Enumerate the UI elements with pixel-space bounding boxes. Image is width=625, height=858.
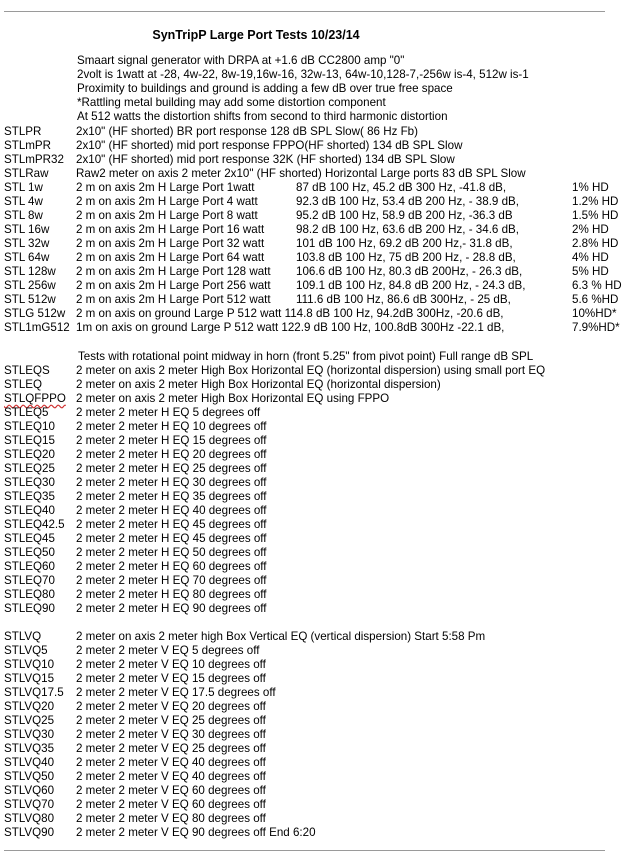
test-code: STLEQ5 [4, 406, 49, 419]
harmonic-distortion: 5.6 %HD [572, 293, 619, 306]
test-code: STL 4w [4, 195, 43, 208]
intro-line: At 512 watts the distortion shifts from second to third harmonic distortion [77, 110, 448, 123]
test-code: STLEQ45 [4, 532, 55, 545]
top-rule [4, 11, 605, 12]
test-description: 2x10" (HF shorted) mid port response 32K (HF shorted) 134 dB SPL Slow [76, 153, 455, 166]
measurement: 92.3 dB 100 Hz, 53.4 dB 200 Hz, - 38.9 dB, [296, 195, 519, 208]
test-description: Raw2 meter on axis 2 meter 2x10" (HF shorted) Horizontal Large ports 83 dB SPL Slow [76, 167, 526, 180]
measurement: 101 dB 100 Hz, 69.2 dB 200 Hz,- 31.8 dB, [296, 237, 513, 250]
test-description: 2 meter 2 meter H EQ 90 degrees off [76, 602, 267, 615]
harmonic-distortion: 1.2% HD [572, 195, 619, 208]
test-code: STLRaw [4, 167, 49, 180]
test-description: 2 meter 2 meter H EQ 80 degrees off [76, 588, 267, 601]
test-description: 2 meter 2 meter H EQ 45 degrees off [76, 532, 267, 545]
harmonic-distortion: 10%HD* [572, 307, 617, 320]
test-description: 2 meter on axis 2 meter High Box Horizontal EQ (horizontal dispersion) [76, 378, 441, 391]
test-description: 2 meter on axis 2 meter High Box Horizontal EQ (horizontal dispersion) using small port EQ [76, 364, 546, 377]
test-description: 2 meter 2 meter V EQ 90 degrees off End 6:20 [76, 826, 316, 839]
measurement: 111.6 dB 100 Hz, 86.6 dB 300Hz, - 25 dB, [296, 293, 511, 306]
test-description: 2 m on axis 2m H Large Port 256 watt [76, 279, 271, 292]
test-code: STLmPR32 [4, 153, 64, 166]
harmonic-distortion: 1% HD [572, 181, 609, 194]
test-description: 2 m on axis 2m H Large Port 512 watt [76, 293, 271, 306]
harmonic-distortion: 5% HD [572, 265, 609, 278]
test-description: 2 meter 2 meter V EQ 60 degrees off [76, 798, 266, 811]
page-title: SynTripP Large Port Tests 10/23/14 [152, 28, 360, 42]
test-description: 2 meter 2 meter H EQ 50 degrees off [76, 546, 267, 559]
test-description: 2 meter 2 meter H EQ 35 degrees off [76, 490, 267, 503]
test-code: STLEQ90 [4, 602, 55, 615]
test-code: STL 1w [4, 181, 43, 194]
test-code: STLEQ15 [4, 434, 55, 447]
test-description: 2 m on axis 2m H Large Port 4 watt [76, 195, 258, 208]
test-code: STL 16w [4, 223, 50, 236]
test-description: 2 meter 2 meter V EQ 40 degrees off [76, 770, 266, 783]
measurement: 109.1 dB 100 Hz, 84.8 dB 200 Hz, - 24.3 dB, [296, 279, 526, 292]
test-code: STLEQ80 [4, 588, 55, 601]
test-description: 1m on axis on ground Large P 512 watt 122.9 dB 100 Hz, 100.8dB 300Hz -22.1 dB, [76, 321, 505, 334]
test-code: STLEQ [4, 378, 43, 391]
test-description: 2 meter 2 meter V EQ 25 degrees off [76, 742, 266, 755]
test-code: STLEQ10 [4, 420, 55, 433]
intro-line: 2volt is 1watt at -28, 4w-22, 8w-19,16w-16, 32w-13, 64w-10,128-7,-256w is-4, 512w is-1 [77, 68, 529, 81]
test-description: 2 m on axis 2m H Large Port 128 watt [76, 265, 271, 278]
test-description: 2 meter 2 meter V EQ 30 degrees off [76, 728, 266, 741]
test-description: 2 m on axis 2m H Large Port 8 watt [76, 209, 258, 222]
test-description: 2 meter on axis 2 meter High Box Horizontal EQ using FPPO [76, 392, 390, 405]
harmonic-distortion: 6.3 % HD [572, 279, 622, 292]
measurement: 106.6 dB 100 Hz, 80.3 dB 200Hz, - 26.3 dB, [296, 265, 523, 278]
test-code: STLEQ25 [4, 462, 55, 475]
test-code: STLVQ17.5 [4, 686, 64, 699]
test-code: STLG 512w [4, 307, 66, 320]
test-description: 2 meter 2 meter V EQ 10 degrees off [76, 658, 266, 671]
test-description: 2 meter 2 meter V EQ 17.5 degrees off [76, 686, 276, 699]
test-code: STL 8w [4, 209, 43, 222]
test-code: STL 512w [4, 293, 56, 306]
test-code: STLEQ20 [4, 448, 55, 461]
test-code: STL 128w [4, 265, 56, 278]
test-code: STLVQ20 [4, 700, 55, 713]
test-code: STLEQ50 [4, 546, 55, 559]
test-description: 2 meter 2 meter H EQ 20 degrees off [76, 448, 267, 461]
test-code: STLVQ5 [4, 644, 48, 657]
test-code: STLEQ70 [4, 574, 55, 587]
test-code: STLVQ [4, 630, 42, 643]
intro-line: Smaart signal generator with DRPA at +1.6 dB CC2800 amp "0" [77, 54, 405, 67]
test-code: STLVQ10 [4, 658, 55, 671]
test-description: 2 m on axis on ground Large P 512 watt 114.8 dB 100 Hz, 94.2dB 300Hz, -20.6 dB, [76, 307, 504, 320]
bottom-rule [4, 850, 605, 851]
test-code: STLVQ80 [4, 812, 55, 825]
test-description: 2 meter 2 meter H EQ 15 degrees off [76, 434, 267, 447]
test-code: STLEQS [4, 364, 50, 377]
test-description: 2 meter 2 meter V EQ 20 degrees off [76, 700, 266, 713]
test-code: STLVQ90 [4, 826, 55, 839]
test-description: 2 meter 2 meter V EQ 60 degrees off [76, 784, 266, 797]
intro-line: *Rattling metal building may add some distortion component [77, 96, 386, 109]
harmonic-distortion: 2.8% HD [572, 237, 619, 250]
test-description: 2 m on axis 2m H Large Port 64 watt [76, 251, 265, 264]
test-code: STLEQ60 [4, 560, 55, 573]
measurement: 87 dB 100 Hz, 45.2 dB 300 Hz, -41.8 dB, [296, 181, 507, 194]
test-code: STLEQ42.5 [4, 518, 65, 531]
test-description: 2x10" (HF shorted) BR port response 128 dB SPL Slow( 86 Hz Fb) [76, 125, 418, 138]
test-code: STLVQ40 [4, 756, 55, 769]
harmonic-distortion: 2% HD [572, 223, 609, 236]
test-description: 2 m on axis 2m H Large Port 1watt [76, 181, 255, 194]
test-description: 2 meter 2 meter V EQ 25 degrees off [76, 714, 266, 727]
test-code: STLEQ40 [4, 504, 55, 517]
test-description: 2x10" (HF shorted) mid port response FPPO(HF shorted) 134 dB SPL Slow [76, 139, 463, 152]
rotation-header: Tests with rotational point midway in horn (front 5.25" from pivot point) Full range dB SPL [78, 350, 534, 363]
test-description: 2 meter 2 meter H EQ 40 degrees off [76, 504, 267, 517]
test-code: STLVQ50 [4, 770, 55, 783]
measurement: 103.8 dB 100 Hz, 75 dB 200 Hz, - 28.8 dB, [296, 251, 516, 264]
test-code: STLVQ35 [4, 742, 55, 755]
measurement: 98.2 dB 100 Hz, 63.6 dB 200 Hz, - 34.6 dB, [296, 223, 519, 236]
harmonic-distortion: 1.5% HD [572, 209, 619, 222]
test-description: 2 meter 2 meter V EQ 15 degrees off [76, 672, 266, 685]
test-code: STLQFPPO [4, 392, 66, 405]
test-code: STLVQ60 [4, 784, 55, 797]
test-description: 2 meter 2 meter V EQ 5 degrees off [76, 644, 260, 657]
test-code: STLVQ15 [4, 672, 55, 685]
test-description: 2 m on axis 2m H Large Port 16 watt [76, 223, 265, 236]
test-description: 2 meter 2 meter H EQ 25 degrees off [76, 462, 267, 475]
test-code: STL1mG512 [4, 321, 70, 334]
test-description: 2 meter 2 meter H EQ 70 degrees off [76, 574, 267, 587]
test-code: STLVQ30 [4, 728, 55, 741]
test-code: STLVQ70 [4, 798, 55, 811]
test-description: 2 meter on axis 2 meter high Box Vertical EQ (vertical dispersion) Start 5:58 Pm [76, 630, 486, 643]
intro-line: Proximity to buildings and ground is adding a few dB over true free space [77, 82, 453, 95]
test-code: STLVQ25 [4, 714, 55, 727]
test-description: 2 meter 2 meter H EQ 10 degrees off [76, 420, 267, 433]
test-description: 2 meter 2 meter V EQ 40 degrees off [76, 756, 266, 769]
test-code: STL 256w [4, 279, 56, 292]
test-code: STL 32w [4, 237, 50, 250]
test-description: 2 meter 2 meter H EQ 60 degrees off [76, 560, 267, 573]
test-code: STLEQ35 [4, 490, 55, 503]
test-description: 2 meter 2 meter H EQ 30 degrees off [76, 476, 267, 489]
test-description: 2 meter 2 meter V EQ 80 degrees off [76, 812, 266, 825]
test-code: STLPR [4, 125, 42, 138]
harmonic-distortion: 7.9%HD* [572, 321, 620, 334]
measurement: 95.2 dB 100 Hz, 58.9 dB 200 Hz, -36.3 dB [296, 209, 513, 222]
harmonic-distortion: 4% HD [572, 251, 609, 264]
test-code: STL 64w [4, 251, 50, 264]
test-description: 2 m on axis 2m H Large Port 32 watt [76, 237, 265, 250]
test-code: STLEQ30 [4, 476, 55, 489]
test-description: 2 meter 2 meter H EQ 45 degrees off [76, 518, 267, 531]
test-description: 2 meter 2 meter H EQ 5 degrees off [76, 406, 261, 419]
test-code: STLmPR [4, 139, 52, 152]
